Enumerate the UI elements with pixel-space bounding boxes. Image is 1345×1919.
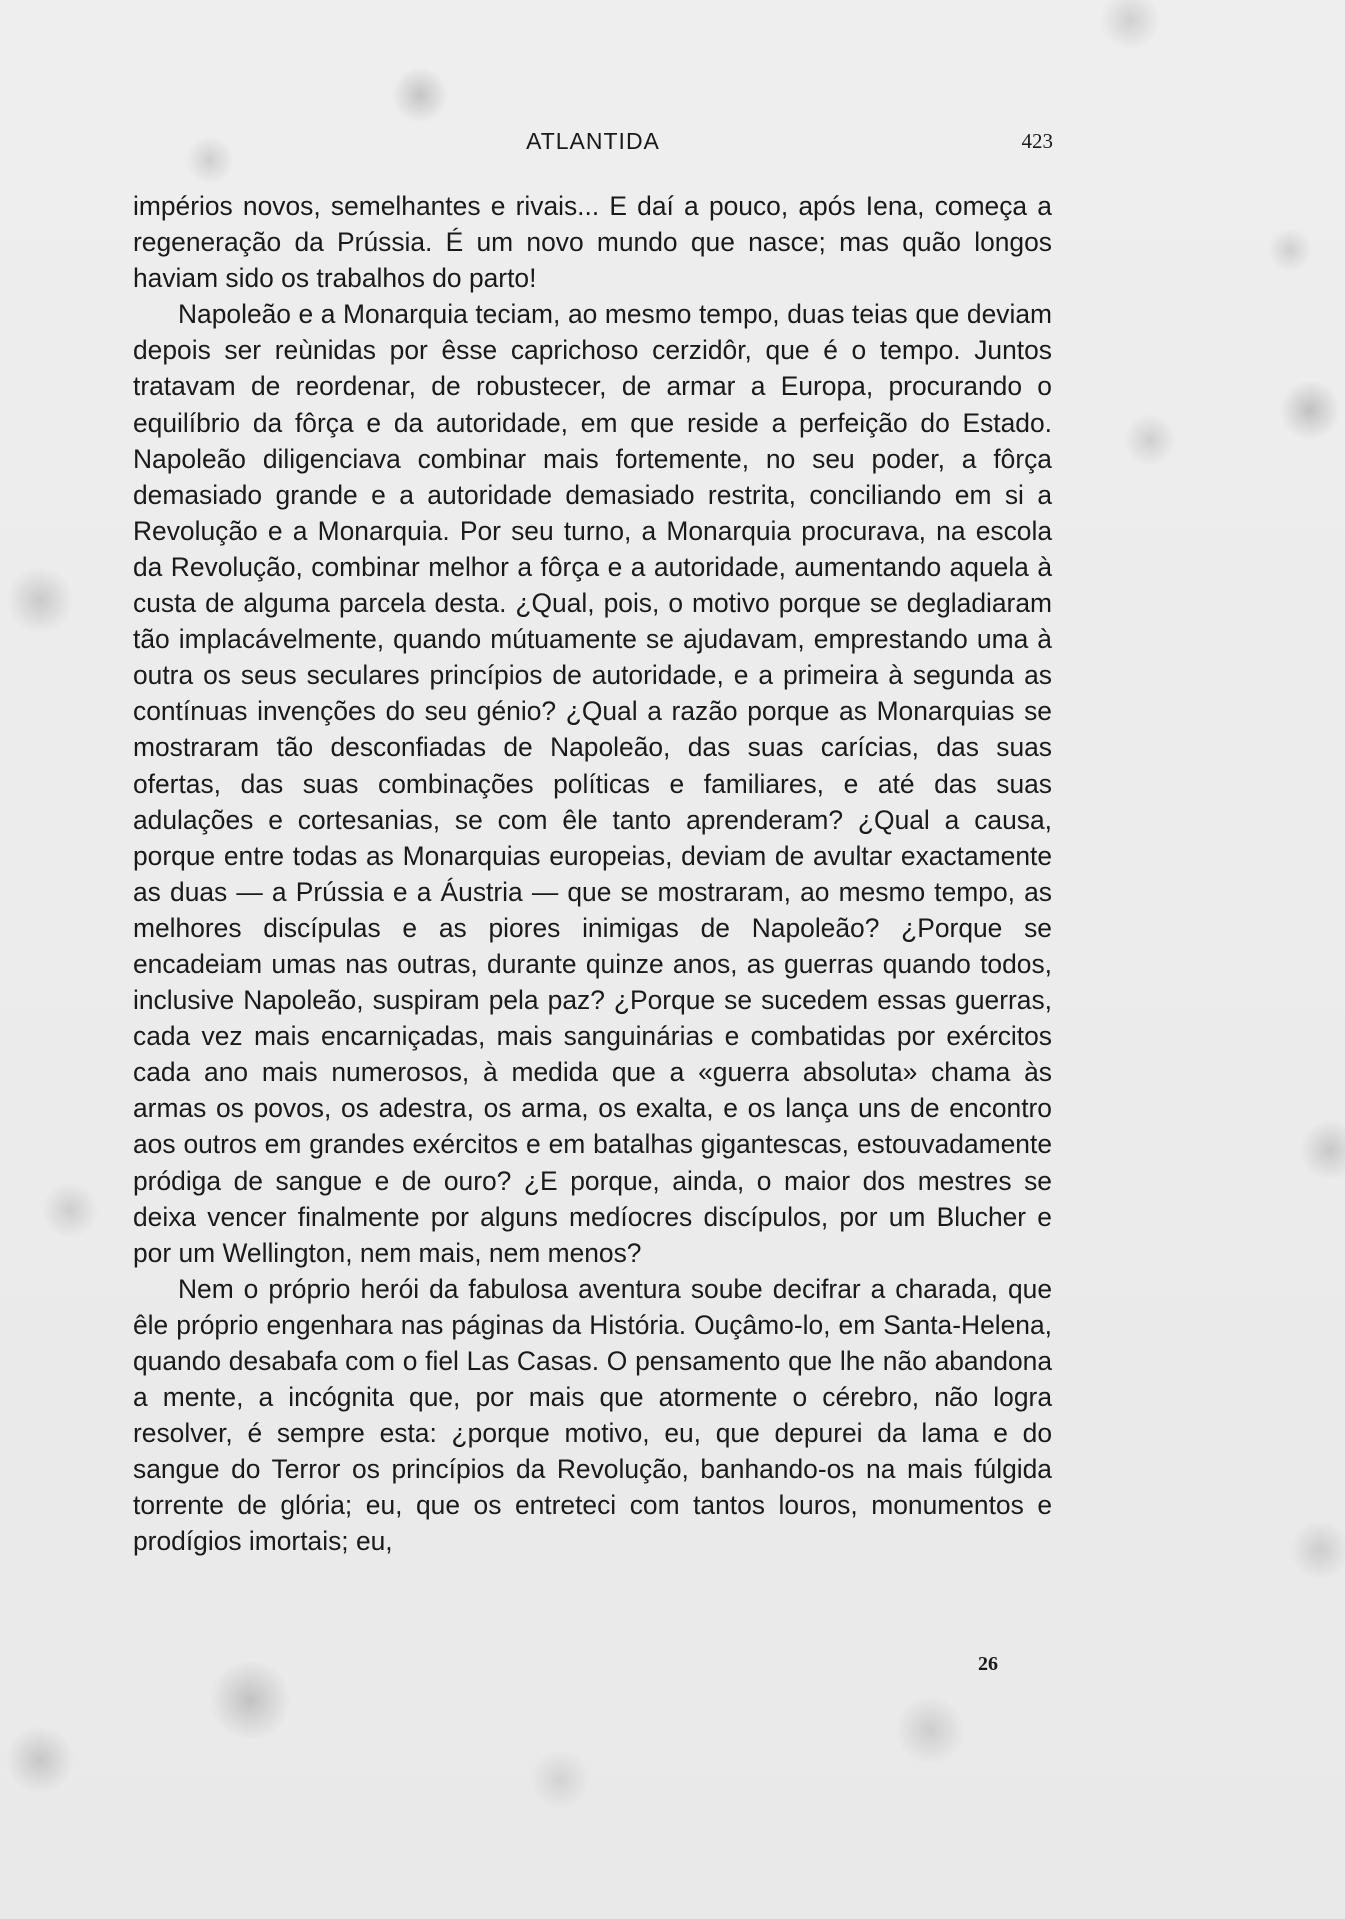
running-head: [133, 124, 1053, 158]
page-number: 423: [1021, 129, 1053, 153]
signature-mark: 26: [978, 1653, 998, 1675]
paragraph-nem-o-proprio-heroi: Nem o próprio herói da fabulosa aventura soube decifrar a charada, que êle próprio engenhara nas páginas da História. Ouçâmo-lo, em Santa-Helena, quando desabafa com o fiel Las Casas. O pensamento que lhe não abandona a mente, a incógnita que, por mais que atormente o cérebro, não logra resolver, é sempre esta: ¿porque motivo, eu, que depurei da lama e do sangue do Terror os princípios da Revolução, banhando-os na mais fúlgida torrente de glória; eu, que os entreteci com tantos louros, monumentos e prodígios imortais; eu,: [133, 1273, 1052, 1557]
body-text: [133, 188, 1052, 1560]
paragraph-continuation: impérios novos, semelhantes e rivais... E daí a pouco, após Iena, começa a regeneração da Prússia. É um novo mundo que nasce; mas quão longos haviam sido os trabalhos do parto!: [133, 191, 1052, 294]
paragraph-napoleao-e-a-monarquia: Napoleão e a Monarquia teciam, ao mesmo tempo, duas teias que deviam depois ser reùnidas por êsse caprichoso cerzidôr, que é o tempo. Juntos tratavam de reordenar, de robustecer, de armar a Europa, procurando o equilíbrio da fôrça e da autoridade, em que reside a perfeição do Estado. Napoleão diligenciava combinar mais fortemente, no seu poder, a fôrça demasiado grande e a autoridade demasiado restrita, conciliando em si a Revolução e a Monarquia. Por seu turno, a Monarquia procurava, na escola da Revolução, combinar melhor a fôrça e a autoridade, aumentando aquela à custa de alguma parcela desta. ¿Qual, pois, o motivo porque se degladiaram tão implacávelmente, quando mútuamente se ajudavam, emprestando uma à outra os seus seculares princípios de autoridade, e a primeira à segunda as contínuas invenções do seu génio? ¿Qual a razão porque as Monarquias se mostraram tão desconfiadas de Napoleão, das suas carícias, das suas ofertas, das suas combinações políticas e familiares, e até das suas adulações e cortesanias, se com êle tanto aprenderam? ¿Qual a causa, porque entre todas as Monarquias europeias, deviam de avultar exactamente as duas — a Prússia e a Áustria — que se mostraram, ao mesmo tempo, as melhores discípulas e as piores inimigas de Napoleão? ¿Porque se encadeiam umas nas outras, durante quinze anos, as guerras quando todos, inclusive Napoleão, suspiram pela paz? ¿Porque se sucedem essas guerras, cada vez mais encarniçadas, mais sanguinárias e combatidas por exércitos cada ano mais numerosos, à medida que a «guerra absoluta» chama às armas os povos, os adestra, os arma, os exalta, e os lança uns de encontro aos outros em grandes exércitos e em batalhas gigantescas, estouvadamente pródiga de sangue e de ouro? ¿E porque, ainda, o maior dos mestres se deixa vencer finalmente por alguns medíocres discípulos, por um Blucher e por um Wellington, nem mais, nem menos?: [133, 299, 1052, 1268]
running-title: ATLANTIDA: [526, 128, 660, 154]
